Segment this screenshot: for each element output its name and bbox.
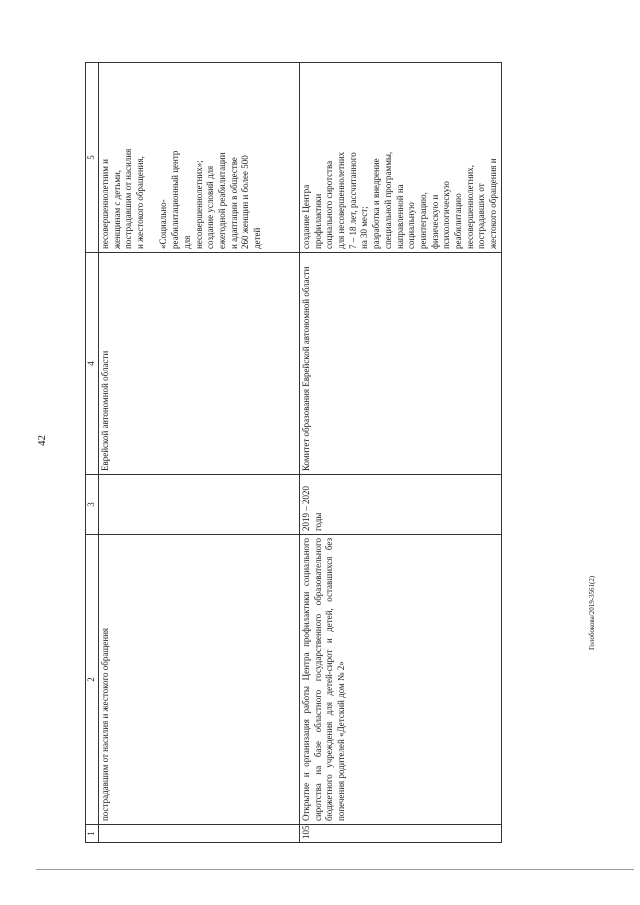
table-row-continuation (99, 63, 300, 843)
result-line: создание условий для (205, 165, 216, 249)
cell-num: 105 (300, 825, 502, 843)
result-line: реабилитационный центр (170, 150, 181, 249)
result-line: реабилитацию (452, 193, 463, 249)
result-line: жестокого обращения и (488, 158, 498, 249)
result-line: психологическую (441, 181, 452, 249)
result-line: социальную (406, 202, 417, 249)
result-line: детей (251, 227, 262, 249)
result-line: ежегодной реабилитации (216, 152, 227, 249)
result-line: специальной программы, (382, 151, 393, 249)
header-col-3: 3 (86, 475, 99, 535)
cell-num (99, 825, 300, 843)
measures-table (85, 62, 502, 843)
result-line: физическую и (429, 194, 440, 249)
cell-period (99, 475, 300, 535)
result-line: социального сиротства (324, 160, 335, 249)
result-line: несовершеннолетним и (100, 159, 110, 249)
result-line: профилактики (312, 193, 323, 249)
result-line: реинтеграцию, (417, 192, 428, 249)
result-line: женщинам с детьми, (111, 169, 122, 249)
cell-result (99, 63, 300, 253)
cell-period: 2019 – 2020 годы (300, 475, 502, 535)
cell-name: Открытие и организация работы Центра профилактики социального сиротства на базе областного государственного образовательного бюджетного учреждения для детей-сирот и детей, оставшихся без попечения родителей «Детский дом № 2» (300, 535, 502, 825)
result-line: несовершеннолетних, (464, 165, 475, 249)
result-line: и адаптации в обществе (228, 157, 239, 249)
result-line: для несовершеннолетних (336, 151, 347, 249)
result-line: направленной на (394, 184, 405, 249)
bottom-rule (36, 869, 634, 870)
result-line: 260 женщин и более 500 (240, 155, 251, 249)
cell-executor: Еврейской автономной области (99, 253, 300, 475)
result-line: пострадавшим от насилия (123, 148, 134, 249)
cell-result (300, 63, 502, 253)
header-col-4: 4 (86, 253, 99, 475)
page-number: 42 (36, 435, 48, 446)
result-line: и жестокого обращения, (135, 156, 146, 249)
result-line-illegible (147, 66, 159, 249)
document-code: Голобокова/2019-3561(2) (588, 575, 596, 650)
result-line: 7 – 18 лет, рассчитанного (347, 152, 358, 249)
result-line: создание Центра (301, 184, 311, 249)
cell-name: пострадавшим от насилия и жестокого обращения (99, 535, 300, 825)
document-table-container (85, 63, 498, 843)
result-line: пострадавших от (476, 183, 487, 249)
header-col-1: 1 (86, 825, 99, 843)
result-line: для (181, 235, 192, 249)
cell-executor: Комитет образования Еврейской автономной области (300, 253, 502, 475)
header-col-2: 2 (86, 535, 99, 825)
result-line: разработка и внедрение (371, 158, 382, 249)
result-line: «Социально- (158, 199, 169, 249)
result-line: несовершеннолетних»; (193, 160, 204, 249)
header-col-5: 5 (86, 63, 99, 253)
header-row (86, 63, 99, 843)
table-row-105 (300, 63, 502, 843)
result-line: на 30 мест; (359, 206, 370, 249)
